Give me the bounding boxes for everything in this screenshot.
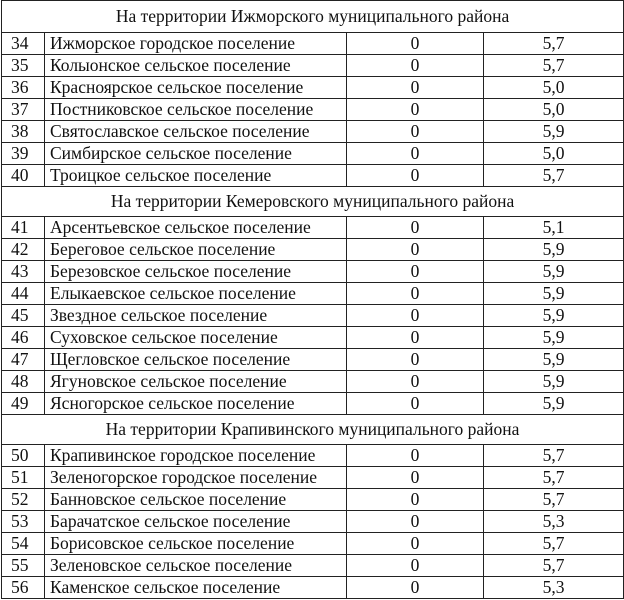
settlement-name: Суховское сельское поселение	[45, 327, 347, 349]
table-row	[2, 555, 624, 577]
row-number: 42	[2, 239, 45, 261]
settlement-name: Зеленовское сельское поселение	[45, 555, 347, 577]
row-number: 40	[2, 165, 45, 187]
value-a: 0	[347, 261, 484, 283]
value-b: 5,7	[484, 55, 624, 77]
table-row	[2, 239, 624, 261]
value-a: 0	[347, 77, 484, 99]
table-row	[2, 305, 624, 327]
value-a: 0	[347, 467, 484, 489]
settlement-name: Крапивинское городское поселение	[45, 445, 347, 467]
value-a: 0	[347, 99, 484, 121]
value-b: 5,7	[484, 489, 624, 511]
row-number: 51	[2, 467, 45, 489]
table-row	[2, 283, 624, 305]
table-row	[2, 489, 624, 511]
row-number: 48	[2, 371, 45, 393]
value-a: 0	[347, 393, 484, 415]
value-b: 5,9	[484, 393, 624, 415]
value-a: 0	[347, 165, 484, 187]
table-row	[2, 445, 624, 467]
value-b: 5,0	[484, 99, 624, 121]
row-number: 46	[2, 327, 45, 349]
settlement-name: Постниковское сельское поселение	[45, 99, 347, 121]
table-row	[2, 349, 624, 371]
settlement-name: Елыкаевское сельское поселение	[45, 283, 347, 305]
row-number: 41	[2, 217, 45, 239]
settlement-name: Банновское сельское поселение	[45, 489, 347, 511]
settlement-name: Ягуновское сельское поселение	[45, 371, 347, 393]
value-a: 0	[347, 349, 484, 371]
section-header-row	[2, 415, 624, 445]
value-a: 0	[347, 217, 484, 239]
settlement-name: Колыонское сельское поселение	[45, 55, 347, 77]
value-b: 5,1	[484, 217, 624, 239]
value-b: 5,3	[484, 511, 624, 533]
value-a: 0	[347, 371, 484, 393]
value-a: 0	[347, 143, 484, 165]
settlement-name: Ижморское городское поселение	[45, 33, 347, 55]
row-number: 37	[2, 99, 45, 121]
value-b: 5,3	[484, 577, 624, 599]
value-b: 5,9	[484, 261, 624, 283]
row-number: 39	[2, 143, 45, 165]
value-a: 0	[347, 55, 484, 77]
settlement-name: Борисовское сельское поселение	[45, 533, 347, 555]
table-body	[2, 1, 624, 599]
value-b: 5,9	[484, 283, 624, 305]
value-b: 5,7	[484, 467, 624, 489]
table-row	[2, 371, 624, 393]
table-row	[2, 121, 624, 143]
row-number: 36	[2, 77, 45, 99]
settlement-name: Звездное сельское поселение	[45, 305, 347, 327]
table-row	[2, 33, 624, 55]
settlement-name: Святославское сельское поселение	[45, 121, 347, 143]
value-a: 0	[347, 33, 484, 55]
row-number: 47	[2, 349, 45, 371]
settlement-name: Барачатское сельское поселение	[45, 511, 347, 533]
settlement-name: Красноярское сельское поселение	[45, 77, 347, 99]
row-number: 38	[2, 121, 45, 143]
value-b: 5,9	[484, 327, 624, 349]
table-row	[2, 77, 624, 99]
section-title: На территории Ижморского муниципального района	[2, 1, 624, 33]
row-number: 34	[2, 33, 45, 55]
row-number: 49	[2, 393, 45, 415]
value-b: 5,0	[484, 143, 624, 165]
section-header-row	[2, 187, 624, 217]
table-row	[2, 261, 624, 283]
value-b: 5,0	[484, 77, 624, 99]
table-row	[2, 577, 624, 599]
value-b: 5,9	[484, 305, 624, 327]
section-title: На территории Кемеровского муниципального района	[2, 187, 624, 217]
value-a: 0	[347, 511, 484, 533]
table-row	[2, 217, 624, 239]
settlement-name: Березовское сельское поселение	[45, 261, 347, 283]
value-a: 0	[347, 445, 484, 467]
settlement-name: Арсентьевское сельское поселение	[45, 217, 347, 239]
row-number: 56	[2, 577, 45, 599]
value-b: 5,7	[484, 555, 624, 577]
table-row	[2, 143, 624, 165]
table-row	[2, 55, 624, 77]
value-a: 0	[347, 283, 484, 305]
settlement-name: Каменское сельское поселение	[45, 577, 347, 599]
value-a: 0	[347, 327, 484, 349]
table-row	[2, 511, 624, 533]
row-number: 55	[2, 555, 45, 577]
row-number: 50	[2, 445, 45, 467]
value-b: 5,9	[484, 371, 624, 393]
value-a: 0	[347, 555, 484, 577]
table-row	[2, 393, 624, 415]
table-row	[2, 327, 624, 349]
value-a: 0	[347, 577, 484, 599]
section-header-row	[2, 1, 624, 33]
table-row	[2, 533, 624, 555]
value-b: 5,9	[484, 349, 624, 371]
value-a: 0	[347, 239, 484, 261]
value-a: 0	[347, 489, 484, 511]
table-row	[2, 165, 624, 187]
value-a: 0	[347, 305, 484, 327]
settlement-name: Ясногорское сельское поселение	[45, 393, 347, 415]
table-row	[2, 467, 624, 489]
value-b: 5,7	[484, 33, 624, 55]
settlement-name: Зеленогорское городское поселение	[45, 467, 347, 489]
settlement-name: Симбирское сельское поселение	[45, 143, 347, 165]
value-b: 5,7	[484, 165, 624, 187]
settlement-name: Щегловское сельское поселение	[45, 349, 347, 371]
value-b: 5,9	[484, 239, 624, 261]
row-number: 43	[2, 261, 45, 283]
settlement-name: Троицкое сельское поселение	[45, 165, 347, 187]
value-b: 5,9	[484, 121, 624, 143]
settlements-table	[1, 0, 624, 599]
row-number: 35	[2, 55, 45, 77]
row-number: 52	[2, 489, 45, 511]
row-number: 44	[2, 283, 45, 305]
table-row	[2, 99, 624, 121]
value-a: 0	[347, 533, 484, 555]
value-b: 5,7	[484, 533, 624, 555]
section-title: На территории Крапивинского муниципального района	[2, 415, 624, 445]
row-number: 45	[2, 305, 45, 327]
row-number: 54	[2, 533, 45, 555]
row-number: 53	[2, 511, 45, 533]
value-b: 5,7	[484, 445, 624, 467]
value-a: 0	[347, 121, 484, 143]
settlement-name: Береговое сельское поселение	[45, 239, 347, 261]
